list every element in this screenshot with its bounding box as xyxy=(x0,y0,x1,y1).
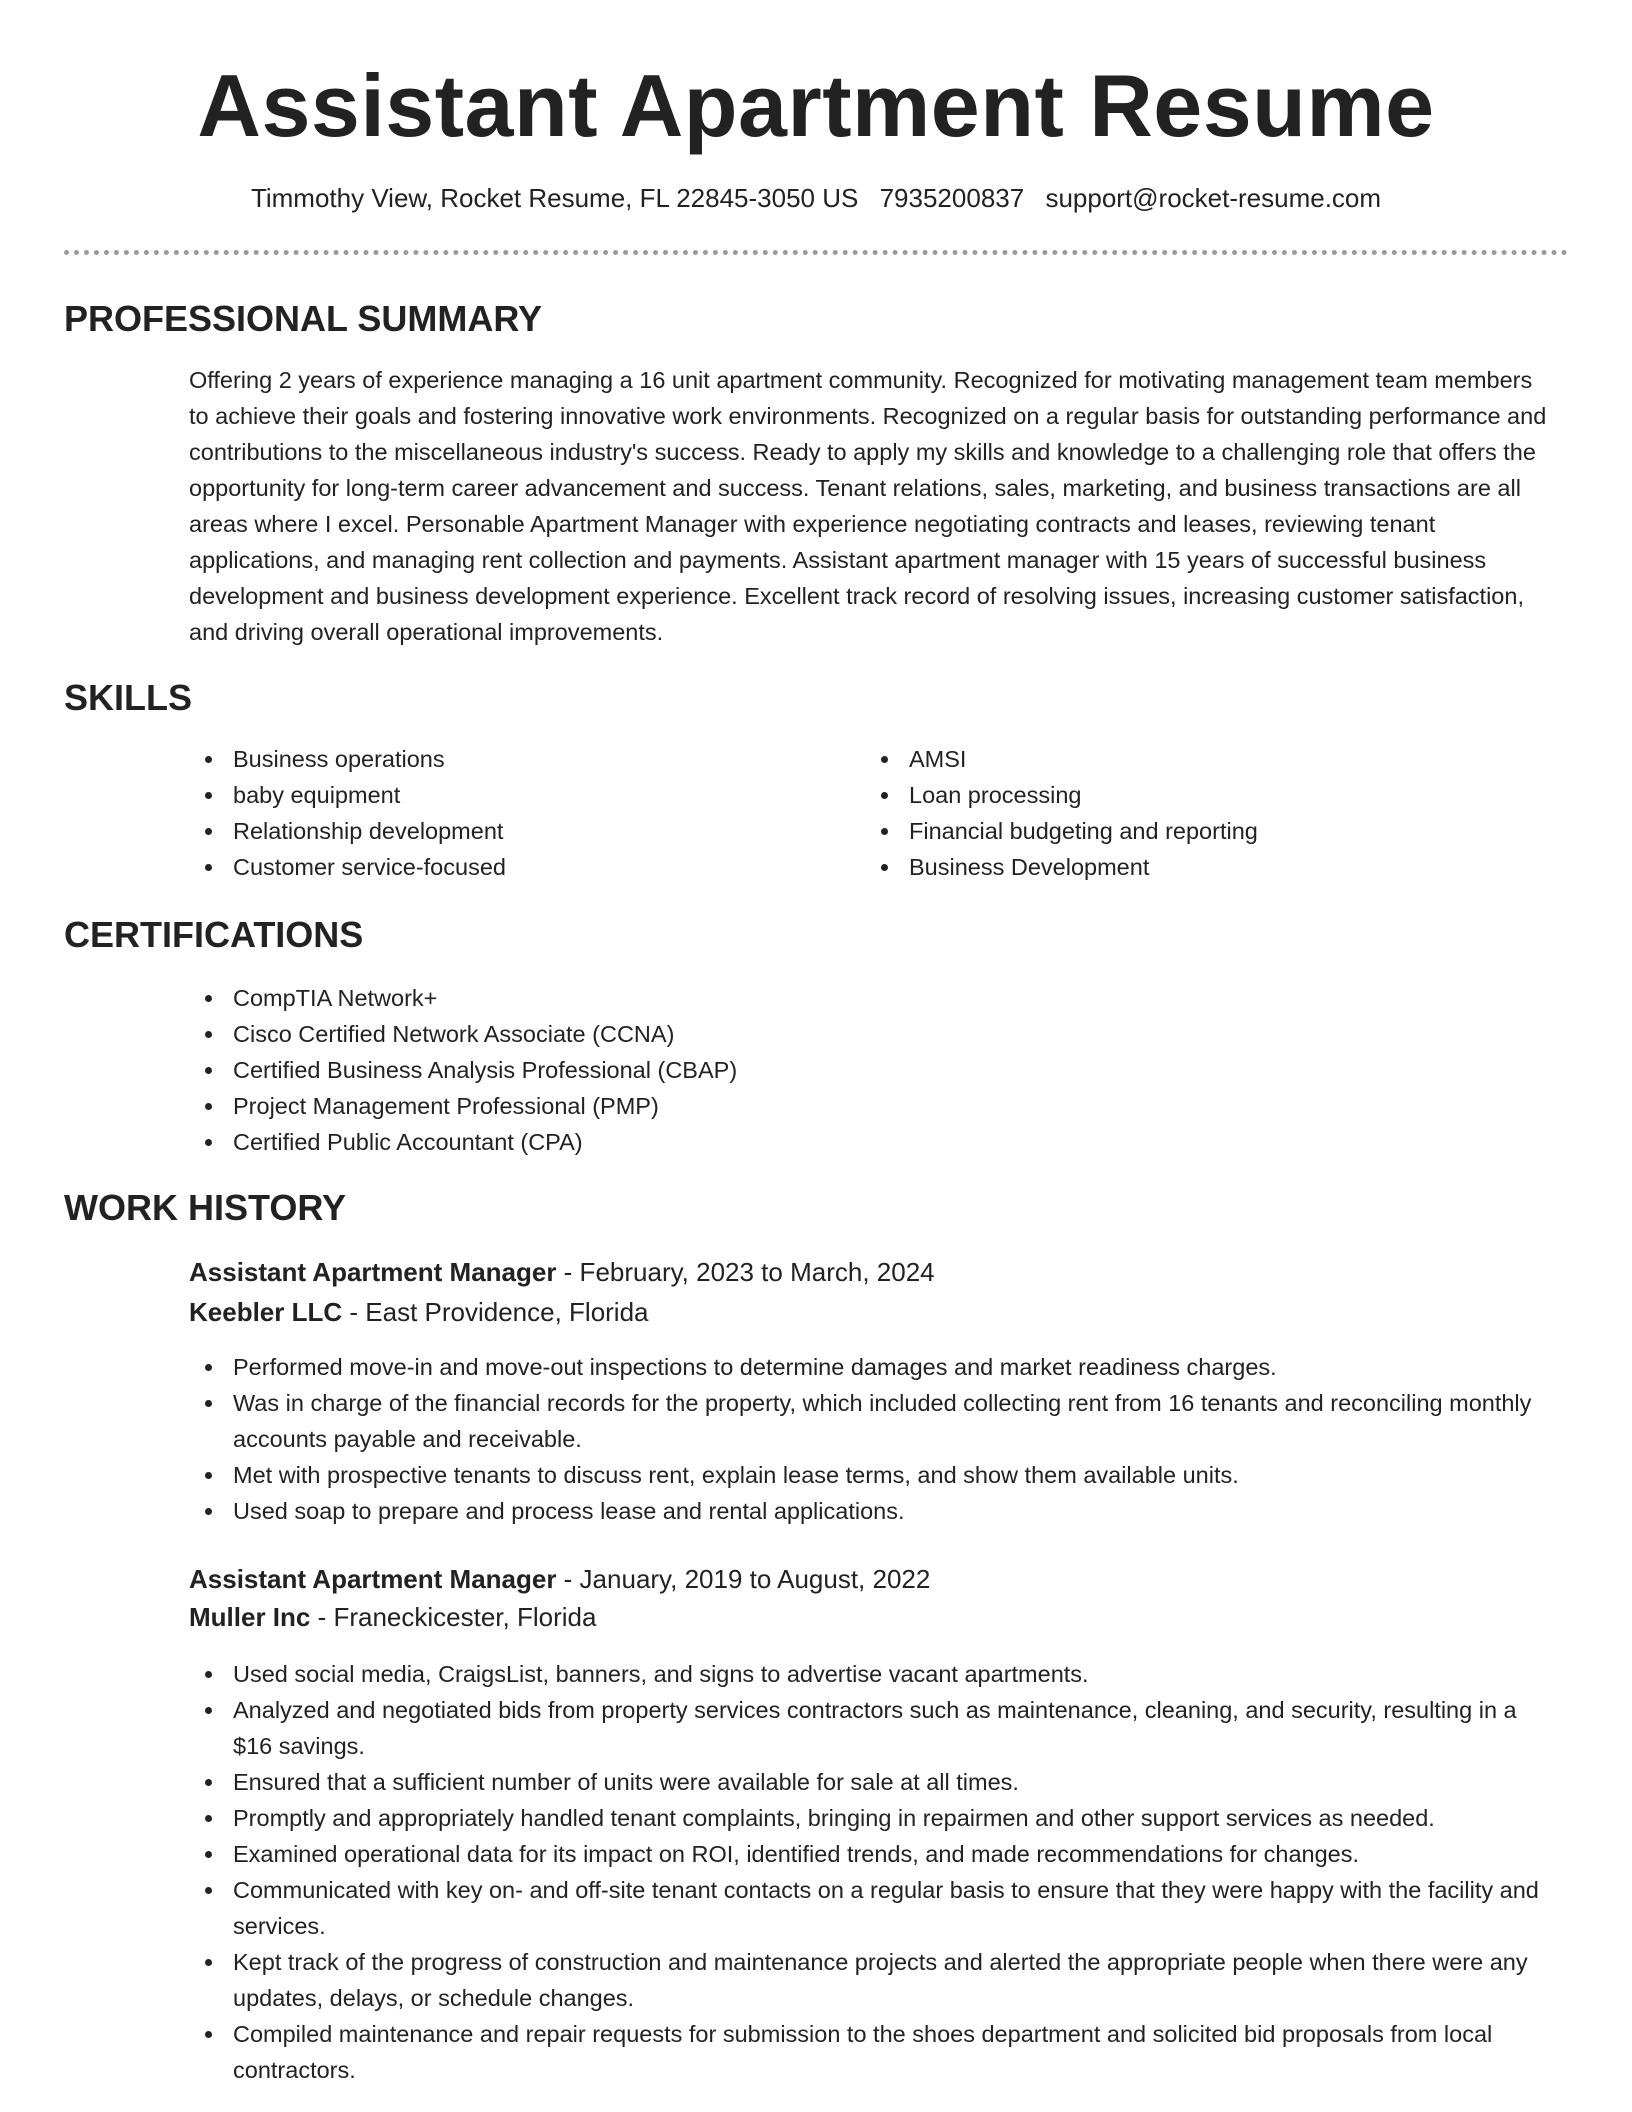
job-dates: - January, 2019 to August, 2022 xyxy=(556,1564,931,1594)
skill-item: Loan processing xyxy=(865,777,1525,813)
skill-item: AMSI xyxy=(865,741,1525,777)
job-company-line xyxy=(189,1294,649,1330)
job-title-line xyxy=(189,1254,935,1290)
resume-name: Assistant Apartment Resume xyxy=(197,56,1435,155)
skill-item: Business Development xyxy=(865,849,1525,885)
certifications-list xyxy=(189,980,1559,1160)
job-bullet: Communicated with key on- and off-site tenant contacts on a regular basis to ensure that they were happy with the facility and services. xyxy=(189,1872,1559,1944)
job-title: Assistant Apartment Manager xyxy=(189,1564,557,1594)
skill-item: Customer service-focused xyxy=(189,849,829,885)
job-bullets xyxy=(189,1656,1559,2088)
skill-item: Business operations xyxy=(189,741,829,777)
job-bullet: Examined operational data for its impact on ROI, identified trends, and made recommendations for changes. xyxy=(189,1836,1559,1872)
certification-item: Certified Public Accountant (CPA) xyxy=(189,1124,1559,1160)
job-bullet: Ensured that a sufficient number of units were available for sale at all times. xyxy=(189,1764,1559,1800)
work-history-heading: WORK HISTORY xyxy=(64,1187,347,1228)
job-title-line xyxy=(189,1561,930,1597)
certification-item: Project Management Professional (PMP) xyxy=(189,1088,1559,1124)
skills-list-left xyxy=(189,741,829,885)
summary-heading: PROFESSIONAL SUMMARY xyxy=(64,298,543,339)
job-bullet: Was in charge of the financial records for the property, which included collecting rent from 16 tenants and reconciling monthly accounts payable and receivable. xyxy=(189,1385,1559,1457)
job-bullet: Analyzed and negotiated bids from property services contractors such as maintenance, cleaning, and security, resulting in a $16 savings. xyxy=(189,1692,1559,1764)
job-bullet: Promptly and appropriately handled tenant complaints, bringing in repairmen and other support services as needed. xyxy=(189,1800,1559,1836)
skill-item: Relationship development xyxy=(189,813,829,849)
job-bullet: Performed move-in and move-out inspections to determine damages and market readiness charges. xyxy=(189,1349,1559,1385)
job-bullet: Used social media, CraigsList, banners, and signs to advertise vacant apartments. xyxy=(189,1656,1559,1692)
job-company-line xyxy=(189,1599,596,1635)
job-bullet: Met with prospective tenants to discuss rent, explain lease terms, and show them available units. xyxy=(189,1457,1559,1493)
skill-item: Financial budgeting and reporting xyxy=(865,813,1525,849)
skills-list-right xyxy=(865,741,1525,885)
job-bullet: Kept track of the progress of construction and maintenance projects and alerted the appropriate people when there were any updates, delays, or schedule changes. xyxy=(189,1944,1559,2016)
job-company: Keebler LLC xyxy=(189,1297,343,1327)
certification-item: CompTIA Network+ xyxy=(189,980,1559,1016)
certification-item: Cisco Certified Network Associate (CCNA) xyxy=(189,1016,1559,1052)
certifications-heading: CERTIFICATIONS xyxy=(64,914,364,955)
job-location: - Franeckicester, Florida xyxy=(310,1602,597,1632)
job-dates: - February, 2023 to March, 2024 xyxy=(556,1257,935,1287)
certification-item: Certified Business Analysis Professional (CBAP) xyxy=(189,1052,1559,1088)
header-divider xyxy=(64,250,1568,255)
summary-text: Offering 2 years of experience managing a 16 unit apartment community. Recognized for motivating management team members to achieve their goals and fostering innovative work environments. Recognized on a regular basis for outstanding performance and contributions to the miscellaneous industry's success. Ready to apply my skills and knowledge to a challenging role that offers the opportunity for long-term career advancement and success. Tenant relations, sales, marketing, and business transactions are all areas where I excel. Personable Apartment Manager with experience negotiating contracts and leases, reviewing tenant applications, and managing rent collection and payments. Assistant apartment manager with 15 years of successful business development and business development experience. Excellent track record of resolving issues, increasing customer satisfaction, and driving overall operational improvements. xyxy=(189,367,1547,645)
skills-heading: SKILLS xyxy=(64,677,193,718)
job-bullets xyxy=(189,1349,1559,1529)
contact-line xyxy=(0,180,1632,216)
job-location: - East Providence, Florida xyxy=(342,1297,649,1327)
job-bullet: Used soap to prepare and process lease and rental applications. xyxy=(189,1493,1559,1529)
contact-address: Timmothy View, Rocket Resume, FL 22845-3050 US xyxy=(250,183,859,213)
contact-phone: 7935200837 xyxy=(879,183,1025,213)
contact-email: support@rocket-resume.com xyxy=(1045,183,1382,213)
job-company: Muller Inc xyxy=(189,1602,311,1632)
skill-item: baby equipment xyxy=(189,777,829,813)
job-bullet: Compiled maintenance and repair requests for submission to the shoes department and solicited bid proposals from local contractors. xyxy=(189,2016,1559,2088)
job-title: Assistant Apartment Manager xyxy=(189,1257,557,1287)
